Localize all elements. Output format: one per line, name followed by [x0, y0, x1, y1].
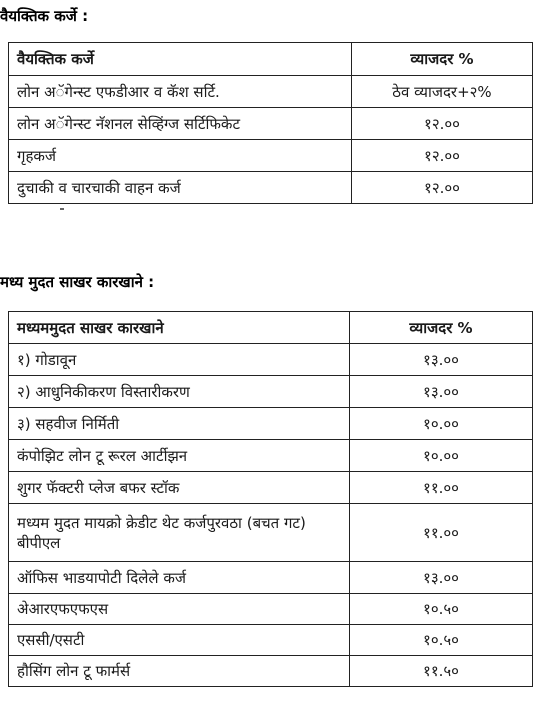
loan-type-cell: एससी/एसटी — [9, 625, 350, 656]
loan-type-cell: कंपोझिट लोन टू रूरल आर्टीझन — [9, 440, 350, 472]
table-row — [9, 408, 533, 440]
column-header-interest-rate: व्याजदर % — [352, 43, 533, 76]
loan-type-cell: गृहकर्ज — [9, 140, 352, 172]
interest-rate-cell: ११.०० — [350, 504, 533, 562]
loan-type-cell: लोन अॅगेन्स्ट एफडीआर व कॅश सर्टि. — [9, 76, 352, 108]
column-header-interest-rate: व्याजदर % — [350, 312, 533, 344]
sugar-factory-loans-table — [8, 311, 533, 687]
table-header-row — [9, 312, 533, 344]
loan-type-cell: हौसिंग लोन टू फार्मर्स — [9, 656, 350, 687]
personal-loans-table — [8, 42, 533, 204]
loan-type-cell: ऑफिस भाडयापोटी दिलेले कर्ज — [9, 562, 350, 594]
table-row — [9, 656, 533, 687]
loan-type-cell: लोन अॅगेन्स्ट नॅशनल सेव्हिंग्ज सर्टिफिकेट — [9, 108, 352, 140]
interest-rate-cell: १३.०० — [350, 376, 533, 408]
table-row — [9, 504, 533, 562]
interest-rate-cell: १३.०० — [350, 344, 533, 376]
loan-type-cell: मध्यम मुदत मायक्रो क्रेडीट थेट कर्जपुरवठा (बचत गट) बीपीएल — [9, 504, 350, 562]
table-row — [9, 108, 533, 140]
interest-rate-cell: ठेव व्याजदर+२% — [352, 76, 533, 108]
loan-type-cell: शुगर फॅक्टरी प्लेज बफर स्टॉक — [9, 472, 350, 504]
interest-rate-cell: १०.५० — [350, 594, 533, 625]
section-heading-personal-loans: वैयक्तिक कर्जे : — [0, 7, 89, 25]
table-row — [9, 440, 533, 472]
interest-rate-cell: ११.०० — [350, 472, 533, 504]
interest-rate-cell: १३.०० — [350, 562, 533, 594]
table-row — [9, 625, 533, 656]
loan-type-cell: १) गोडावून — [9, 344, 350, 376]
interest-rate-cell: १२.०० — [352, 108, 533, 140]
table-row — [9, 376, 533, 408]
table-row — [9, 562, 533, 594]
interest-rate-cell: १२.०० — [352, 140, 533, 172]
table-row — [9, 344, 533, 376]
table-header-row — [9, 43, 533, 76]
interest-rate-cell: १०.०० — [350, 440, 533, 472]
table-row — [9, 140, 533, 172]
scan-mark — [60, 208, 64, 210]
loan-type-cell: ३) सहवीज निर्मिती — [9, 408, 350, 440]
table-row — [9, 172, 533, 204]
table-row — [9, 76, 533, 108]
column-header-loan-type: वैयक्तिक कर्जे — [9, 43, 352, 76]
loan-type-cell: दुचाकी व चारचाकी वाहन कर्ज — [9, 172, 352, 204]
column-header-loan-type: मध्यममुदत साखर कारखाने — [9, 312, 350, 344]
interest-rate-cell: ११.५० — [350, 656, 533, 687]
interest-rate-cell: १०.०० — [350, 408, 533, 440]
table-row — [9, 594, 533, 625]
loan-type-cell: अेआरएफएफएस — [9, 594, 350, 625]
interest-rate-cell: १०.५० — [350, 625, 533, 656]
table-row — [9, 472, 533, 504]
interest-rate-cell: १२.०० — [352, 172, 533, 204]
section-heading-sugar-factories: मध्य मुदत साखर कारखाने : — [0, 273, 155, 291]
loan-type-cell: २) आधुनिकीकरण विस्तारीकरण — [9, 376, 350, 408]
